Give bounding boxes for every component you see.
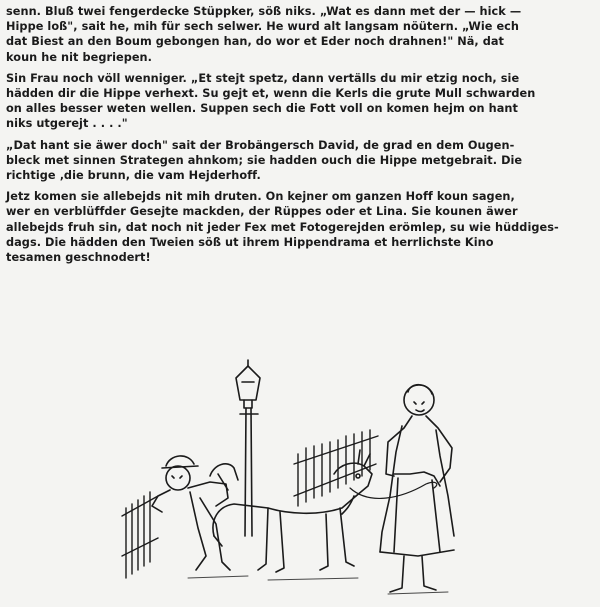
text-line: dat Biest an den Boum gebongen han, do wor et Eder noch drahnen!" Nä, dat xyxy=(6,35,505,49)
paragraph xyxy=(6,138,594,184)
sketch-illustration xyxy=(118,356,480,602)
text-line: dags. Die hädden den Tweien söß ut ihrem Hippendrama et herrlichste Kino xyxy=(6,235,494,249)
ground-hatching xyxy=(188,576,448,594)
text-line: Jetz komen sie allebejds nit mih druten. On kejner om ganzen Hoff koun sagen, xyxy=(6,190,515,204)
text-line: richtige ‚die brunn, die vam Hejderhoff. xyxy=(6,169,261,183)
paragraph xyxy=(6,4,594,65)
text-line: bleck met sinnen Strategen ahnkom; sie hadden ouch die Hippe metgebrait. Die xyxy=(6,153,523,167)
text-line: allebejds fruh sin, dat noch nit jeder Fex met Fotogerejden erömlep, su wie hüddiges- xyxy=(6,220,559,234)
text-line: „Dat hant sie äwer doch" sait der Brobängersch David, de grad en dem Ougen- xyxy=(6,138,515,152)
text-line: on alles besser weten wellen. Suppen sech die Fott voll on komen hejm on hant xyxy=(6,102,518,116)
text-line: Sin Frau noch völl wenniger. „Et stejt spetz, dann vertälls du mir etzig noch, sie xyxy=(6,71,520,85)
text-line: hädden dir die Hippe verhext. Su gejt et, wenn die Kerls die grute Mull schwarden xyxy=(6,87,536,101)
goat-icon xyxy=(213,450,372,572)
text-line: koun he nit begriepen. xyxy=(6,50,152,64)
paragraph xyxy=(6,71,594,132)
paragraph xyxy=(6,189,594,265)
text-line: Hippe loß", sait he, mih für sech selwer. He wurd alt langsam nöütern. „Wie ech xyxy=(6,20,520,34)
body-text xyxy=(6,4,594,271)
text-line: wer en verblüffder Gesejte mackden, der Rüppes oder et Lina. Sie kounen äwer xyxy=(6,205,518,219)
text-line: niks utgerejt . . . ." xyxy=(6,117,128,131)
text-line: senn. Bluß twei fengerdecke Stüppker, söß niks. „Wat es dann met der — hick — xyxy=(6,5,522,18)
man-figure-icon xyxy=(152,456,238,570)
lamppost-icon xyxy=(236,360,260,536)
text-line: tesamen geschnodert! xyxy=(6,251,151,265)
